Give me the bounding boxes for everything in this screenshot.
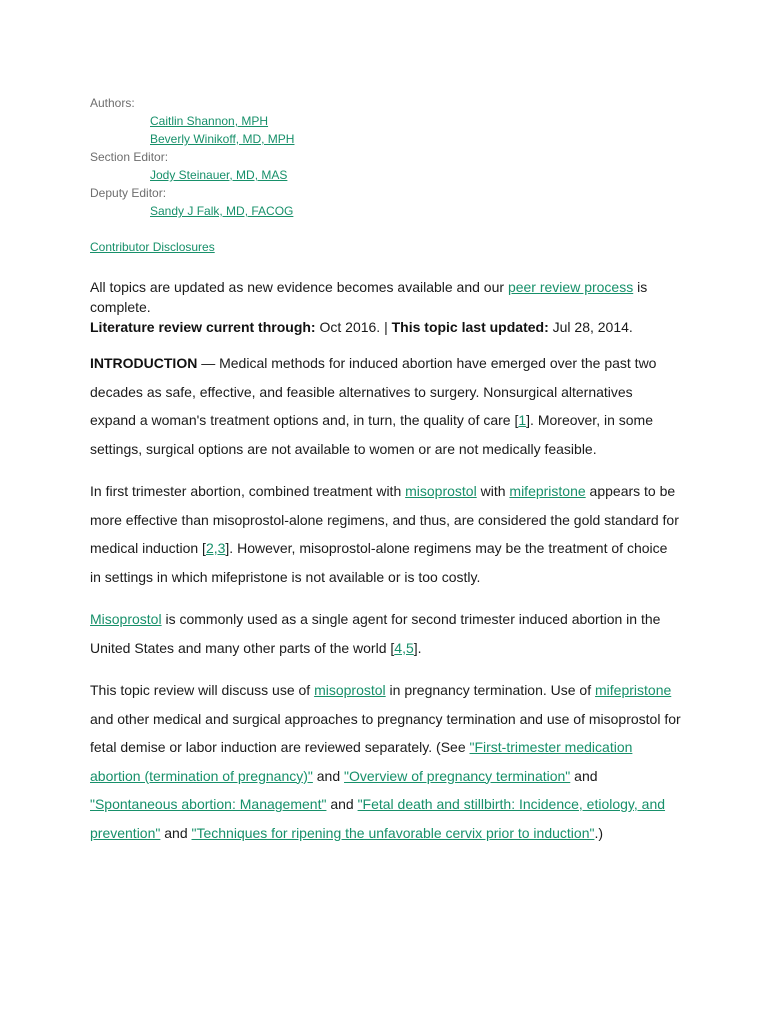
cervix-ripening-topic-link[interactable]: "Techniques for ripening the unfavorable cervix prior to induction" bbox=[191, 824, 595, 841]
fetal-death-topic-link[interactable]: "Fetal death and stillbirth: Incidence, etiology, and prevention" bbox=[90, 796, 666, 841]
contributor-disclosures-link[interactable]: Contributor Disclosures bbox=[90, 240, 215, 254]
intro-paragraph: INTRODUCTION — Medical methods for induced abortion have emerged over the past two decades as safe, effective, and feasible alternatives to surgery. Nonsurgical alternatives expand a woman's treatment options and, in turn, the quality of care [1]. Moreover, in some settings, surgical options are not available to women or are not medically feasible. bbox=[90, 355, 657, 457]
intro-heading: INTRODUCTION bbox=[90, 355, 198, 371]
reference-link-2-3[interactable]: 2,3 bbox=[205, 540, 226, 556]
pregnancy-termination-overview-link[interactable]: "Overview of pregnancy termination" bbox=[344, 767, 571, 784]
first-trimester-abortion-topic-link[interactable]: "First-trimester medication abortion (termination of pregnancy)" bbox=[90, 739, 633, 784]
reference-link-1[interactable]: 1 bbox=[518, 412, 527, 428]
spontaneous-abortion-topic-link[interactable]: "Spontaneous abortion: Management" bbox=[90, 796, 327, 812]
review-dates bbox=[90, 317, 680, 337]
update-notice bbox=[90, 277, 680, 337]
section-editor-label: Section Editor: bbox=[90, 150, 169, 164]
peer-review-link[interactable]: peer review process bbox=[507, 279, 634, 295]
lit-review-value: Oct 2016. | bbox=[315, 319, 392, 335]
last-updated-value: Jul 28, 2014. bbox=[548, 319, 633, 335]
mifepristone-drug-link[interactable]: mifepristone bbox=[509, 483, 586, 499]
last-updated-label: This topic last updated: bbox=[391, 319, 549, 335]
deputy-editor-link[interactable]: Sandy J Falk, MD, FACOG bbox=[150, 204, 294, 218]
section-editor-link[interactable]: Jody Steinauer, MD, MAS bbox=[150, 168, 288, 182]
byline bbox=[90, 94, 294, 220]
deputy-editor-label: Deputy Editor: bbox=[90, 186, 167, 200]
author-link-winikoff[interactable]: Beverly Winikoff, MD, MPH bbox=[150, 132, 295, 146]
mifepristone-drug-link[interactable]: mifepristone bbox=[595, 682, 672, 698]
reference-link-4-5[interactable]: 4,5 bbox=[394, 639, 414, 656]
update-notice-text: All topics are updated as new evidence becomes available and our peer review process is complete. bbox=[90, 279, 648, 315]
scope-paragraph: This topic review will discuss use of misoprostol in pregnancy termination. Use of mifepristone and other medical and surgical approaches to pregnancy termination and use of misoprostol for fetal demise or labor induction are reviewed separately. (See "First-trimester medication abortion (termination of pregnancy)" and "Overview of pregnancy termination" and "Spontaneous abortion: Management" and "Fetal death and stillbirth: Incidence, etiology, and prevention" and "Techniques for ripening the unfavorable cervix prior to induction".) bbox=[90, 682, 681, 841]
author-link-shannon[interactable]: Caitlin Shannon, MPH bbox=[150, 114, 269, 128]
combined-treatment-paragraph: In first trimester abortion, combined treatment with misoprostol with mifepristone appears to be more effective than misoprostol-alone regimens, and thus, are considered the gold standard for medical induction [2,3]. However, misoprostol-alone regimens may be the treatment of choice in settings in which mifepristone is not available or is too costly. bbox=[90, 483, 679, 585]
misoprostol-drug-link[interactable]: misoprostol bbox=[314, 682, 386, 698]
misoprostol-drug-link[interactable]: misoprostol bbox=[405, 483, 477, 499]
misoprostol-drug-link[interactable]: Misoprostol bbox=[90, 611, 162, 627]
second-trimester-paragraph: Misoprostol is commonly used as a single agent for second trimester induced abortion in the United States and many other parts of the world [4,5]. bbox=[90, 611, 661, 656]
authors-label: Authors: bbox=[90, 96, 135, 110]
lit-review-label: Literature review current through: bbox=[90, 319, 316, 335]
